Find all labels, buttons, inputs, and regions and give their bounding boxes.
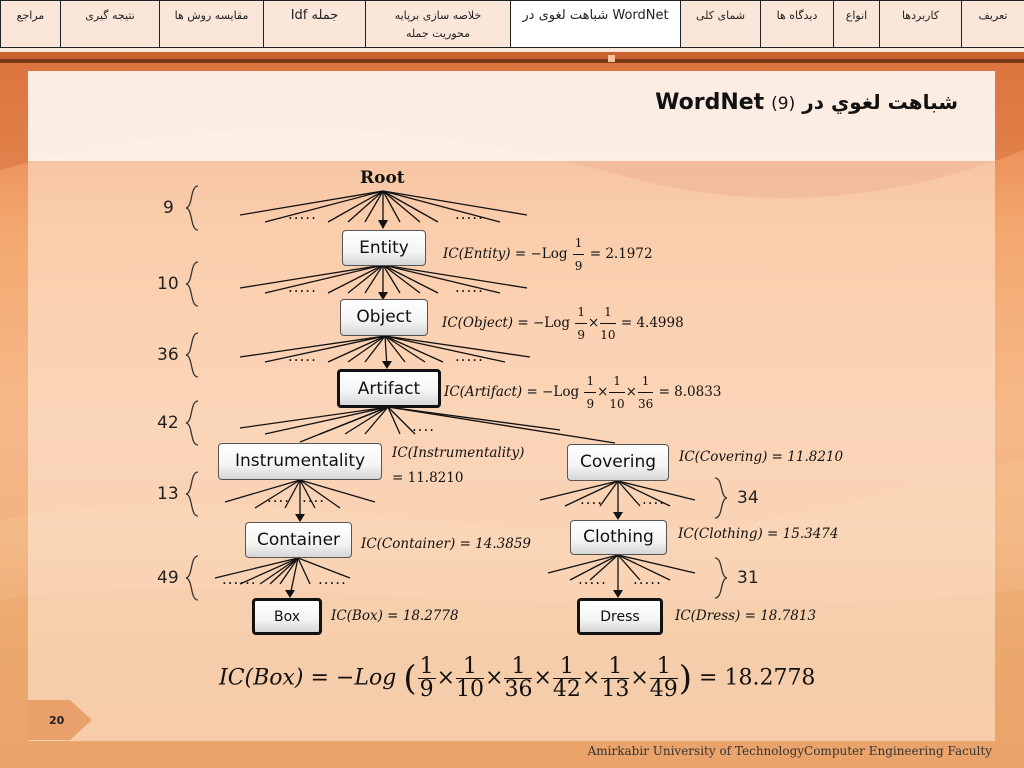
- node-clothing: Clothing: [570, 520, 667, 555]
- level-count-36: 36: [157, 345, 179, 365]
- formula-entity: IC(Entity) = −Log $\frac{1}{9}$ = 2.1972: [443, 232, 653, 277]
- slide-title-wordnet: WordNet: [655, 90, 765, 115]
- ellipsis: .....: [288, 278, 317, 296]
- level-count-49: 49: [157, 568, 179, 588]
- slide-title-prefix: شباهت لغوي در: [802, 90, 958, 114]
- nav-tab-sentence-idf[interactable]: Idf جمله: [263, 0, 365, 48]
- ellipsis: .....: [633, 570, 662, 588]
- formula-artifact: IC(Artifact) = −Log $\frac{1}{9}$ × $\frac{1}{10}$ × $\frac{1}{36}$ = 8.0833: [444, 370, 721, 415]
- nav-tab-wordnet-similarity[interactable]: شباهت لغوی در WordNet: [510, 0, 680, 48]
- ellipsis: .....: [318, 570, 347, 588]
- root-node-label: Root: [360, 168, 405, 188]
- ellipsis: .....: [455, 347, 484, 365]
- ellipsis: .....: [578, 570, 607, 588]
- formula-clothing: IC(Clothing) = 15.3474: [678, 526, 839, 542]
- node-box: Box: [252, 598, 322, 635]
- ellipsis: ....: [412, 417, 436, 435]
- nav-tab-sentence-centrality-summarization[interactable]: خلاصه سازی برپایه محوریت جمله: [365, 0, 510, 48]
- nav-tab-overview[interactable]: شمای کلی: [680, 0, 760, 48]
- level-count-42: 42: [157, 413, 179, 433]
- node-entity: Entity: [342, 230, 426, 266]
- nav-tab-applications[interactable]: کاربردها: [879, 0, 961, 48]
- formula-dress: IC(Dress) = 18.7813: [675, 608, 817, 624]
- formula-object: IC(Object) = −Log $\frac{1}{9}$ × $\frac{1}{10}$ = 4.4998: [442, 301, 684, 346]
- ellipsis: .....: [455, 278, 484, 296]
- nav-tab-references[interactable]: مراجع: [0, 0, 60, 48]
- level-count-9: 9: [163, 198, 174, 218]
- level-count-34: 34: [737, 488, 759, 508]
- ellipsis: ....: [267, 488, 291, 506]
- level-count-31: 31: [737, 568, 759, 588]
- formula-instrumentality: IC(Instrumentality): [392, 445, 525, 461]
- ellipsis: ......: [222, 570, 257, 588]
- formula-box: IC(Box) = 18.2778: [331, 608, 459, 624]
- slide-title-number: (9): [771, 94, 796, 114]
- node-artifact: Artifact: [337, 369, 441, 408]
- node-container: Container: [245, 522, 352, 558]
- footer-affiliation: Amirkabir University of TechnologyComputer Engineering Faculty: [587, 744, 992, 758]
- final-ic-box-equation: IC(Box) = −Log ( $\frac{1}{9}$ × $\frac{1}{10}$ × $\frac{1}{36}$ × $\frac{1}{42}$ × $\frac{1}{13}$ × $\frac{1}{49}$ ) = 18.2778: [219, 654, 816, 702]
- formula-instrumentality-value: = 11.8210: [392, 470, 464, 486]
- formula-container: IC(Container) = 14.3859: [361, 536, 531, 552]
- nav-tab-conclusion[interactable]: نتیجه گیری: [60, 0, 159, 48]
- formula-covering: IC(Covering) = 11.8210: [679, 449, 844, 465]
- ellipsis: .....: [288, 347, 317, 365]
- ellipsis: .....: [288, 205, 317, 223]
- ellipsis: ....: [302, 488, 326, 506]
- ellipsis: ....: [642, 490, 666, 508]
- nav-tab-definition[interactable]: تعریف: [961, 0, 1024, 48]
- level-count-10: 10: [157, 274, 179, 294]
- ellipsis: .....: [455, 205, 484, 223]
- node-instrumentality: Instrumentality: [218, 443, 382, 480]
- node-object: Object: [340, 299, 428, 336]
- ellipsis: ....: [580, 490, 604, 508]
- node-dress: Dress: [577, 598, 663, 635]
- page-number: 20: [49, 714, 65, 727]
- nav-tab-method-comparison[interactable]: مقایسه روش ها: [159, 0, 263, 48]
- nav-tab-viewpoints[interactable]: دیدگاه ها: [760, 0, 833, 48]
- nav-tab-types[interactable]: انواع: [833, 0, 879, 48]
- level-count-13: 13: [157, 484, 179, 504]
- node-covering: Covering: [567, 444, 669, 481]
